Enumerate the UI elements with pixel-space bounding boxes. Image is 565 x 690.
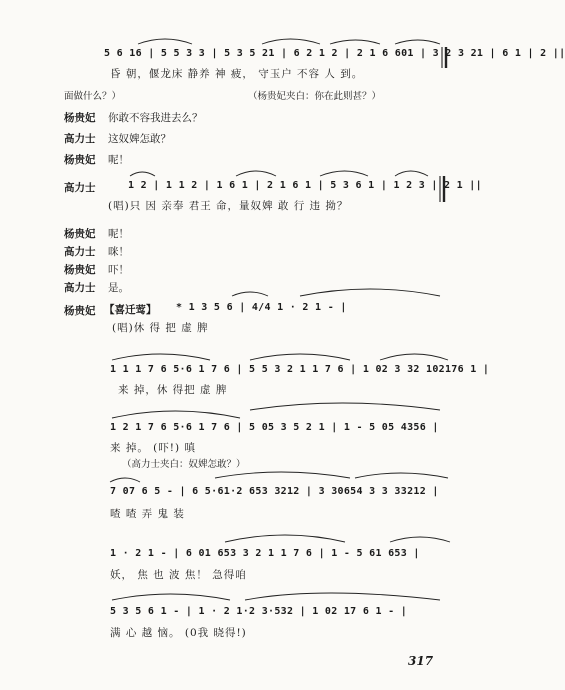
top-system-spoken: 面做什么？） — [64, 91, 122, 102]
gaolishi-notes: 1 2 | 1 1 2 | 1 6 1 | 2 1 6 1 | 5 3 6 1 | 1 2 3 | 2 1 || — [128, 180, 482, 191]
top-system-notes: 5 6 16 | 5 5 3 3 | 5 3 5 21 | 6 2 1 2 | 2 1 6 601 | 3 2 3 21 | 6 1 | 2 || — [104, 48, 565, 59]
speaker-label: 杨贵妃 — [64, 154, 96, 166]
speaker-label: 杨贵妃 — [64, 228, 96, 240]
yang-line4-lyrics: 喳 喳 弄 鬼 装 — [110, 508, 185, 520]
yang-line2-notes: 1 1 1 7 6 5·6 1 7 6 | 5 5 3 2 1 1 7 6 | 1 02 3 32 102176 1 | — [110, 364, 490, 375]
speaker-label: 杨贵妃 — [64, 112, 96, 124]
top-system-lyrics: 昏 朝，偃龙床 静养 神 疲， 守玉户 不容 人 到。 — [110, 68, 364, 80]
yang-line6-notes: 5 3 5 6 1 - | 1 · 2 1·2 3·532 | 1 02 17 6 1 - | — [110, 606, 408, 617]
yang-line6-lyrics: 满 心 越 恼。 (0我 晓得!) — [110, 627, 247, 639]
page-number: 317 — [408, 654, 434, 668]
speaker-label: 高力士 — [64, 182, 96, 194]
yang-line2-lyrics: 来 掉，休 得把 虚 脾 — [118, 384, 228, 396]
speaker-label: 高力士 — [64, 133, 96, 145]
speaker-label: 高力士 — [64, 246, 96, 258]
dialogue-line: 这奴婢怎敢？ — [108, 133, 171, 145]
yang-line1-lyrics: (唱)休 得 把 虚 脾 — [112, 322, 209, 334]
top-system-aside: （杨贵妃夹白：你在此则甚？） — [248, 91, 382, 102]
yang-line3-aside: （高力士夹白：奴婢怎敢？） — [122, 459, 246, 470]
dialogue-line: 你敢不容我进去么？ — [108, 112, 203, 124]
speaker-label: 高力士 — [64, 282, 96, 294]
dialogue-line: 呢！ — [108, 154, 129, 166]
yang-line5-lyrics: 妖， 焦 也 波 焦！ 急得咱 — [110, 569, 247, 581]
speaker-label: 杨贵妃 — [64, 264, 96, 276]
tune-title: 【喜迁莺】 — [104, 304, 157, 316]
yang-line3-lyrics: 来 掉。 (吓!) 嗔 — [110, 442, 196, 454]
dialogue-line: 咪！ — [108, 246, 129, 258]
dialogue-line: 吓！ — [108, 264, 129, 276]
yang-line1-notes: * 1 3 5 6 | 4/4 1 · 2 1 - | — [176, 302, 347, 313]
dialogue-line: 是。 — [108, 282, 129, 294]
yang-line5-notes: 1 · 2 1 - | 6 01 653 3 2 1 1 7 6 | 1 - 5 61 653 | — [110, 548, 420, 559]
speaker-label: 杨贵妃 — [64, 305, 96, 317]
yang-line3-notes: 1 2 1 7 6 5·6 1 7 6 | 5 05 3 5 2 1 | 1 - 5 05 4356 | — [110, 422, 439, 433]
dialogue-line: 呢！ — [108, 228, 129, 240]
yang-line4-notes: 7 07 6 5 - | 6 5·61·2 653 3212 | 3 30654 3 3 33212 | — [110, 486, 439, 497]
gaolishi-lyrics: (唱)只 因 亲奉 君王 命，量奴婢 敢 行 违 拗？ — [108, 200, 349, 212]
